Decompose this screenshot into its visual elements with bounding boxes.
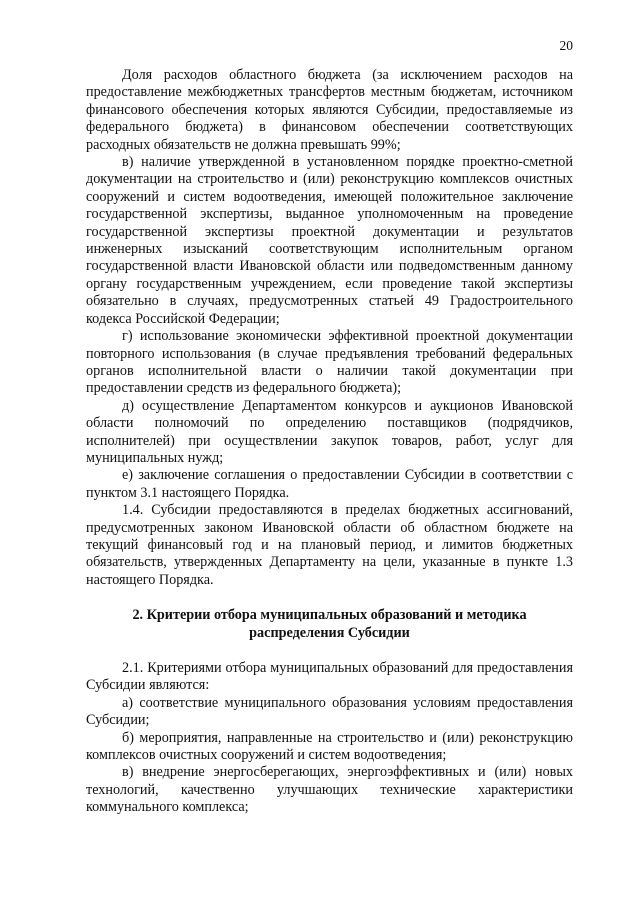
- paragraph-budget-share: Доля расходов областного бюджета (за исключением расходов на предоставление межбюджетных трансфертов местным бюджетам, источником финансового обеспечения которых являются Субсидии, предоставляемые из федерального бюджета) в финансовом обеспечении соответствующих расходных обязательств не должна превышать 99%;: [86, 67, 573, 153]
- paragraph-criterion-b: б) мероприятия, направленные на строительство и (или) реконструкцию комплексов очистных сооружений и систем водоотведения;: [86, 729, 573, 764]
- section-title: 2. Критерии отбора муниципальных образований и методика распределения Субсидии: [132, 607, 527, 641]
- paragraph-condition-e: е) заключение соглашения о предоставлении Субсидии в соответствии с пунктом 3.1 настоящего Порядка.: [86, 467, 573, 501]
- paragraph-condition-v: в) наличие утвержденной в установленном порядке проектно-сметной документации на строительство и (или) реконструкцию комплексов очистных сооружений и систем водоотведения, имеющей положительное заключение государственной экспертизы, выданное уполномоченным на проведение государственной экспертизы проектной документации и результатов инженерных изысканий соответствующим исполнительным органом государственной власти Ивановской области или подведомственным данному органу государственным учреждением, если проведение такой экспертизы обязательно в случаях, предусмотренных статьей 49 Градостроительного кодекса Российской Федерации;: [86, 154, 573, 327]
- page-number: 20: [559, 38, 573, 53]
- document-body: [86, 67, 573, 817]
- paragraph-criterion-v: в) внедрение энергосберегающих, энергоэффективных и (или) новых технологий, качественно улучшающих технические характеристики коммунального комплекса;: [86, 764, 573, 816]
- paragraph-condition-g: г) использование экономически эффективной проектной документации повторного использования (в случае предъявления требований федеральных органов исполнительной власти о наличии такой документации при предоставлении средств из федерального бюджета);: [86, 328, 573, 397]
- paragraph-condition-d: д) осуществление Департаментом конкурсов и аукционов Ивановской области полномочий по определению поставщиков (подрядчиков, исполнителей) при осуществлении закупок товаров, работ, услуг для муниципальных нужд;: [86, 397, 573, 466]
- paragraph-1-4: 1.4. Субсидии предоставляются в пределах бюджетных ассигнований, предусмотренных законом Ивановской области об областном бюджете на текущий финансовый год и на плановый период, и лимитов бюджетных обязательств, утвержденных Департаменту на цели, указанные в пункте 1.3 настоящего Порядка.: [86, 502, 573, 588]
- paragraph-2-1: 2.1. Критериями отбора муниципальных образований для предоставления Субсидии являются:: [86, 660, 573, 694]
- paragraph-criterion-a: а) соответствие муниципального образования условиям предоставления Субсидии;: [86, 694, 573, 729]
